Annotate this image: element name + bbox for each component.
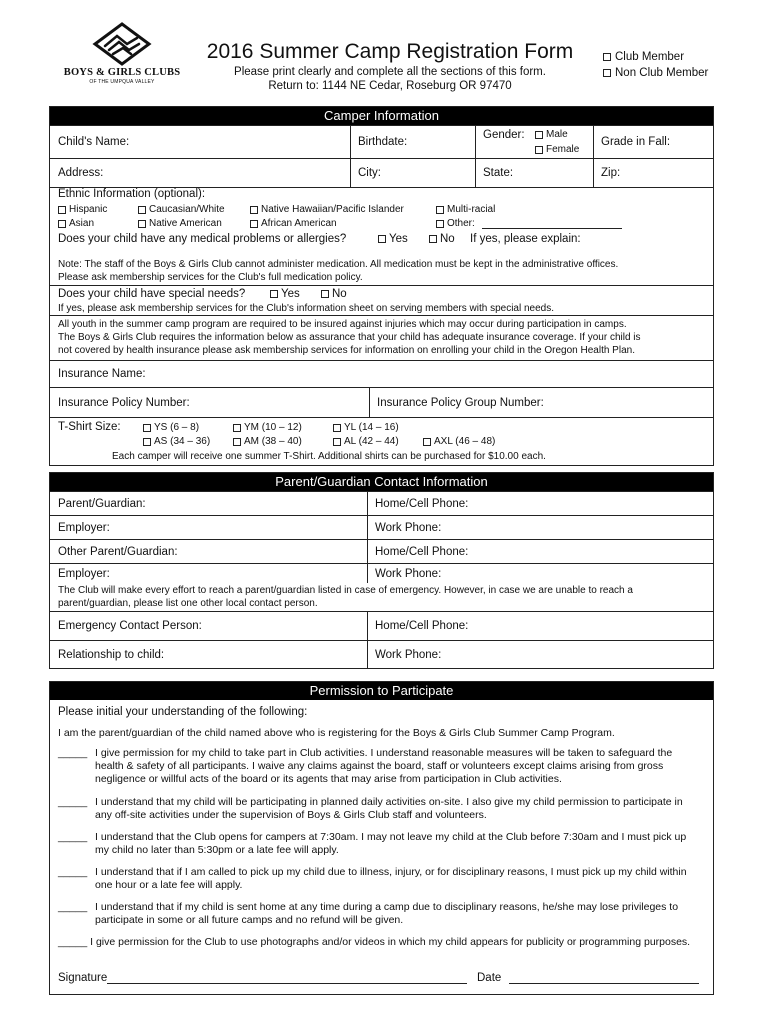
signature-label: Signature: [58, 972, 108, 984]
checkbox[interactable]: [250, 220, 258, 228]
work-phone-label: Work Phone:: [375, 567, 442, 580]
address-label: Address:: [58, 167, 104, 179]
asian-label: Asian: [69, 218, 95, 229]
size-yl-label: YL (14 – 16): [344, 422, 399, 433]
checkbox[interactable]: [378, 235, 386, 243]
special-needs-question: Does your child have special needs?: [58, 288, 246, 300]
insurance-paragraph-line-2: The Boys & Girls Club requires the information below as assurance that your child has adequate insurance coverage. If your child is: [58, 332, 641, 343]
special-needs-yes-option[interactable]: [270, 288, 300, 300]
special-needs-no-option[interactable]: [321, 288, 347, 300]
photo-permission: _____ I give permission for the Club to use photographs and/or videos in which my child appears for publicity or programming purposes.: [58, 936, 691, 948]
checkbox[interactable]: [58, 220, 66, 228]
size-ys-option[interactable]: [143, 422, 199, 433]
parent-guardian-field[interactable]: [50, 492, 367, 515]
other-parent-row: [50, 539, 713, 563]
size-ys-label: YS (6 – 8): [154, 422, 200, 433]
permission-item-line: one hour or a late fee will apply.: [95, 879, 243, 891]
work-phone-field[interactable]: [367, 516, 715, 539]
work-phone-label: Work Phone:: [375, 649, 442, 661]
emergency-contact-row: [50, 611, 713, 640]
no-label: No: [440, 233, 455, 245]
emergency-work-phone-field[interactable]: [367, 641, 715, 669]
form-instructions: Please print clearly and complete all the sections of this form.: [234, 66, 546, 78]
city-field[interactable]: [350, 159, 475, 187]
childs-name-field[interactable]: [50, 126, 350, 158]
home-cell-phone-field[interactable]: [367, 492, 715, 515]
relationship-field[interactable]: [50, 641, 367, 669]
permission-item-line: my child no later than 5:30pm or a late fee will apply.: [95, 844, 339, 856]
emergency-note-line-1: The Club will make every effort to reach a parent/guardian listed in case of emergency. However, in case we are unable to reach a: [58, 585, 633, 596]
other-employer-field[interactable]: [50, 564, 367, 583]
size-axl-option[interactable]: [423, 436, 495, 447]
medication-note-line-2: Please ask membership services for the Club's full medication policy.: [58, 272, 363, 283]
gender-male-option[interactable]: [535, 129, 568, 140]
ethnic-medical-block: [50, 187, 713, 255]
checkbox[interactable]: [321, 290, 329, 298]
size-ym-option[interactable]: [233, 422, 302, 433]
insurance-paragraph-line-3: not covered by health insurance please ask membership services for information on enrolling your child in the Oregon Health Plan.: [58, 345, 635, 356]
employer-row: [50, 515, 713, 539]
home-cell-phone-label: Home/Cell Phone:: [375, 545, 469, 558]
other-label: Other:: [447, 218, 475, 229]
tshirt-note: Each camper will receive one summer T-Shirt. Additional shirts can be purchased for $10.00 each.: [112, 451, 546, 462]
work-phone-label: Work Phone:: [375, 521, 442, 534]
permission-intro: Please initial your understanding of the following:: [58, 706, 308, 718]
size-ym-label: YM (10 – 12): [244, 422, 302, 433]
zip-field[interactable]: [593, 159, 715, 187]
checkbox[interactable]: [270, 290, 278, 298]
medical-question: Does your child have any medical problems or allergies?: [58, 233, 347, 245]
emergency-contact-label: Emergency Contact Person:: [58, 620, 202, 632]
size-yl-option[interactable]: [333, 422, 399, 433]
parent-guardian-section: [49, 472, 714, 669]
form-title: 2016 Summer Camp Registration Form: [206, 40, 574, 63]
return-address: Return to: 1144 NE Cedar, Roseburg OR 97470: [268, 80, 512, 92]
size-axl-label: AXL (46 – 48): [434, 436, 496, 447]
ethnic-multiracial-option[interactable]: [436, 204, 495, 215]
permission-item: [58, 831, 705, 858]
medical-explain-label: If yes, please explain:: [470, 233, 581, 245]
permission-item: [58, 747, 705, 787]
club-logo: [62, 22, 182, 88]
emergency-note: [50, 583, 713, 611]
checkbox[interactable]: [143, 438, 151, 446]
insurance-name-label: Insurance Name:: [58, 368, 146, 380]
club-logo-icon: [87, 22, 157, 66]
tshirt-label: T-Shirt Size:: [58, 421, 121, 433]
permission-item-line: I understand that my child will be participating in planned daily activities on-site. I also give my child permission to participate in: [95, 796, 683, 808]
signature-field[interactable]: [58, 972, 467, 984]
permission-item: [58, 901, 705, 928]
grade-label: Grade in Fall:: [601, 136, 671, 148]
other-parent-field[interactable]: [50, 540, 367, 563]
medical-no-option[interactable]: [429, 233, 455, 245]
relationship-row: [50, 640, 713, 669]
checkbox[interactable]: [535, 146, 543, 154]
caucasian-label: Caucasian/White: [149, 204, 225, 215]
permission-item-line: participate in some or all future camps and no refund will be given.: [95, 914, 404, 926]
size-al-option[interactable]: [333, 436, 399, 447]
size-as-option[interactable]: [143, 436, 210, 447]
checkbox[interactable]: [250, 206, 258, 214]
permission-heading: Permission to Participate: [50, 682, 713, 700]
parent-row: [50, 491, 713, 515]
no-label: No: [332, 288, 347, 300]
medical-yes-option[interactable]: [378, 233, 408, 245]
ethnic-hawaiian-option[interactable]: [250, 204, 404, 215]
logo-org-name: BOYS & GIRLS CLUBS: [63, 67, 181, 78]
insurance-name-row: [50, 360, 713, 387]
birthdate-field[interactable]: [350, 126, 475, 158]
checkbox[interactable]: [233, 424, 241, 432]
checkbox[interactable]: [138, 220, 146, 228]
camper-information-heading: Camper Information: [50, 107, 713, 125]
checkbox[interactable]: [603, 53, 611, 61]
tshirt-block: [50, 417, 713, 466]
policy-number-field[interactable]: [50, 388, 369, 417]
gender-female-option[interactable]: [535, 144, 579, 155]
permission-item: [58, 796, 705, 823]
size-am-option[interactable]: [233, 436, 302, 447]
special-needs-block: [50, 285, 713, 315]
ethnic-other-option[interactable]: [436, 218, 622, 229]
other-work-phone-field[interactable]: [367, 564, 715, 583]
checkbox[interactable]: [233, 438, 241, 446]
other-ethnic-input[interactable]: [482, 219, 622, 229]
initials-blank[interactable]: _____: [58, 901, 88, 913]
group-number-label: Insurance Policy Group Number:: [377, 396, 544, 409]
emergency-contact-field[interactable]: [50, 612, 367, 640]
parent-statement: I am the parent/guardian of the child named above who is registering for the Boys & Girls Club Summer Camp Program.: [58, 727, 615, 739]
parent-guardian-label: Parent/Guardian:: [58, 497, 146, 510]
home-cell-phone-label: Home/Cell Phone:: [375, 497, 469, 510]
other-parent-label: Other Parent/Guardian:: [58, 545, 178, 558]
size-al-label: AL (42 – 44): [344, 436, 399, 447]
birthdate-label: Birthdate:: [358, 136, 408, 148]
african-american-label: African American: [261, 218, 337, 229]
checkbox[interactable]: [138, 206, 146, 214]
club-member-label: Club Member: [615, 51, 685, 63]
permission-item-line: I understand that if I am called to pick up my child due to illness, injury, or for disciplinary reasons, I must pick up my child within: [95, 866, 687, 878]
address-row: [50, 158, 713, 187]
grade-field[interactable]: [593, 126, 715, 158]
checkbox[interactable]: [436, 206, 444, 214]
ethnic-native-american-option[interactable]: [138, 218, 222, 229]
permission-item-line: negligence or willful acts of the board or its agents that may arise from participation in Club activities.: [95, 773, 562, 785]
date-label: Date: [477, 972, 502, 984]
employer-field[interactable]: [50, 516, 367, 539]
insurance-policy-row: [50, 387, 713, 417]
emergency-home-cell-phone-field[interactable]: [367, 612, 715, 640]
checkbox[interactable]: [143, 424, 151, 432]
checkbox[interactable]: [436, 220, 444, 228]
size-as-label: AS (34 – 36): [154, 436, 211, 447]
ethnic-caucasian-option[interactable]: [138, 204, 225, 215]
other-home-cell-phone-field[interactable]: [367, 540, 715, 563]
initials-blank[interactable]: _____: [58, 831, 88, 843]
hawaiian-label: Native Hawaiian/Pacific Islander: [261, 204, 404, 215]
yes-label: Yes: [281, 288, 300, 300]
hispanic-label: Hispanic: [69, 204, 108, 215]
non-club-member-option[interactable]: [603, 67, 708, 79]
insurance-name-field[interactable]: [50, 361, 715, 387]
name-row: [50, 125, 713, 158]
permission-item-line: I understand that if my child is sent home at any time during a camp due to disciplinary reasons, he/she may lose privileges to: [95, 901, 679, 913]
logo-org-subtitle: OF THE UMPQUA VALLEY: [89, 79, 155, 85]
checkbox[interactable]: [58, 206, 66, 214]
permission-item-line: I understand that the Club opens for campers at 7:30am. I may not leave my child at the Club before 7:30am and I must pick up: [95, 831, 687, 843]
emergency-note-line-2: parent/guardian, please list one other local contact person.: [58, 598, 318, 609]
city-label: City:: [358, 167, 381, 179]
policy-number-label: Insurance Policy Number:: [58, 396, 190, 409]
insurance-requirement: [50, 315, 713, 360]
initials-blank[interactable]: _____: [58, 747, 88, 759]
gender-label: Gender:: [483, 129, 525, 141]
medication-note-line-1: Note: The staff of the Boys & Girls Club cannot administer medication. All medication must be kept in the administrative offices.: [58, 259, 619, 270]
female-label: Female: [546, 144, 580, 155]
club-member-option[interactable]: [603, 51, 684, 63]
checkbox[interactable]: [535, 131, 543, 139]
parent-guardian-heading: Parent/Guardian Contact Information: [50, 473, 713, 491]
checkbox[interactable]: [333, 424, 341, 432]
permission-item: [58, 866, 705, 893]
ethnic-label: Ethnic Information (optional):: [58, 188, 206, 200]
initials-blank[interactable]: _____: [58, 866, 88, 878]
male-label: Male: [546, 129, 568, 140]
other-employer-row: [50, 563, 713, 583]
date-field[interactable]: [477, 972, 699, 984]
ethnic-african-american-option[interactable]: [250, 218, 337, 229]
relationship-label: Relationship to child:: [58, 649, 165, 661]
permission-section: [49, 681, 714, 995]
ethnic-hispanic-option[interactable]: [58, 204, 107, 215]
yes-label: Yes: [389, 233, 408, 245]
medication-note: [50, 255, 713, 285]
permission-item-line: any off-site activities under the supervision of Boys & Girls Club staff and volunteers.: [95, 809, 487, 821]
permission-item-line: health & safety of all participants. I waive any claims against the board, staff or volunteers except claims arising from gross: [95, 760, 664, 772]
checkbox[interactable]: [423, 438, 431, 446]
date-line[interactable]: [509, 974, 699, 984]
ethnic-asian-option[interactable]: [58, 218, 94, 229]
childs-name-label: Child's Name:: [58, 136, 130, 148]
non-club-member-label: Non Club Member: [615, 67, 709, 79]
signature-line[interactable]: [107, 974, 467, 984]
special-needs-note: If yes, please ask membership services for the Club's information sheet on serving members with special needs.: [58, 303, 555, 314]
checkbox[interactable]: [429, 235, 437, 243]
group-number-field[interactable]: [369, 388, 715, 417]
zip-label: Zip:: [601, 167, 621, 179]
native-american-label: Native American: [149, 218, 222, 229]
state-field[interactable]: [475, 159, 593, 187]
home-cell-phone-label: Home/Cell Phone:: [375, 620, 469, 632]
initials-blank[interactable]: _____: [58, 796, 88, 808]
checkbox[interactable]: [333, 438, 341, 446]
employer-label: Employer:: [58, 567, 110, 580]
insurance-paragraph-line-1: All youth in the summer camp program are required to be insured against injuries which may occur during participation in camps.: [58, 319, 627, 330]
employer-label: Employer:: [58, 521, 110, 534]
size-am-label: AM (38 – 40): [244, 436, 302, 447]
multiracial-label: Multi-racial: [447, 204, 496, 215]
checkbox[interactable]: [603, 69, 611, 77]
permission-item-line: I give permission for my child to take part in Club activities. I understand reasonable measures will be taken to safeguard the: [95, 747, 673, 759]
address-field[interactable]: [50, 159, 350, 187]
camper-information-section: [49, 106, 714, 466]
state-label: State:: [483, 167, 514, 179]
